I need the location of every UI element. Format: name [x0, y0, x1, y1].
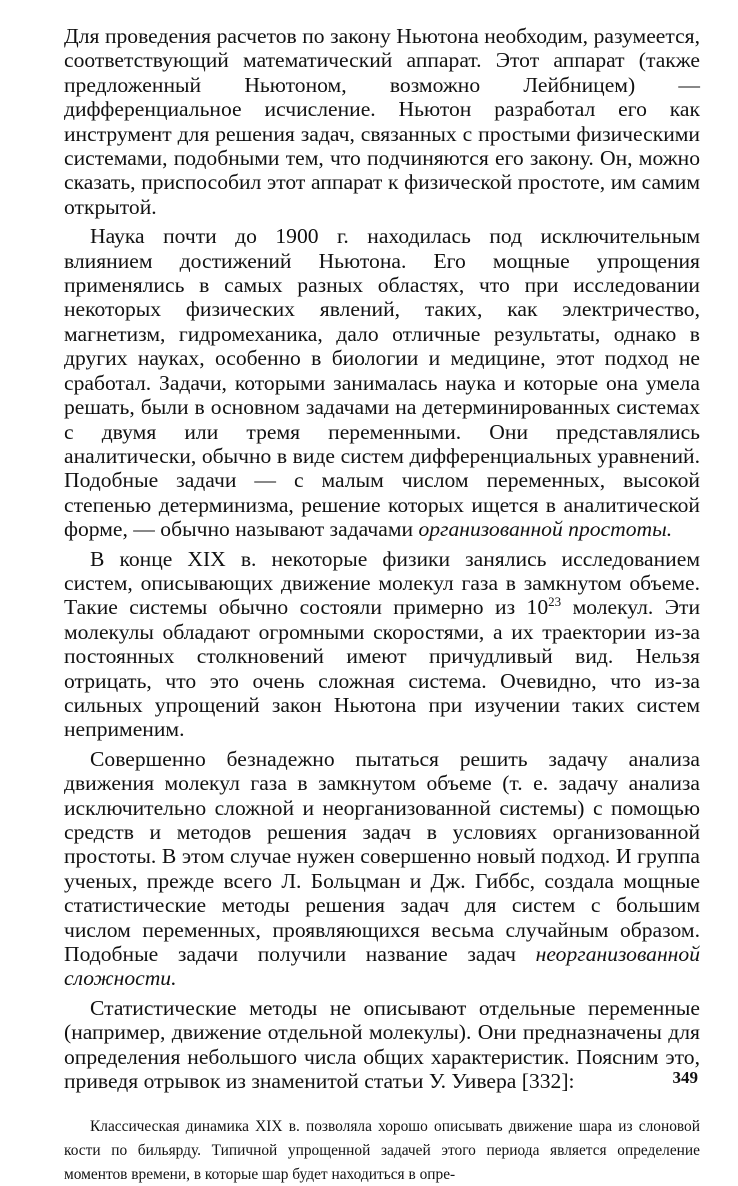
paragraph-text-continued: молекул. Эти молекулы обладают огромными скоростями, а их траектории из-за постоянных столкновений имеют причудливый вид. Нельзя отрицать, что это очень сложная система. Очевидно, что из-за сильных упрощений закон Ньютона при изучении таких систем неприменим. — [64, 595, 700, 742]
paragraph-text: Для проведения расчетов по закону Ньютона необходим, разумеется, соответствующий математический аппарат. Этот аппарат (также предложенный Ньютоном, возможно Лейбницем) — дифференциальное исчисление. Ньютон разработал его как инструмент для решения задач, связанных с простыми физическими системами, подобными тем, что подчиняются его закону. Он, можно сказать, приспособил этот аппарат к физической простоте, им самим открытой. — [64, 24, 700, 219]
quote-text: Классическая динамика XIX в. позволяла хорошо описывать движение шара из слоновой кости по бильярду. Типичной упрощенной задачей этого периода является определение моментов времени, в которые шар будет находиться в опре- — [64, 1118, 700, 1183]
paragraph-text: В конце XIX в. некоторые физики занялись исследованием систем, описывающих движение молекул газа в замкнутом объеме. Такие системы обычно состояли примерно из 10 — [64, 546, 700, 620]
quote-weaver — [64, 1115, 700, 1186]
paragraph-disorganized-complexity — [64, 747, 700, 991]
exponent: 23 — [548, 594, 562, 610]
paragraph-statistical-methods — [64, 996, 700, 1094]
paragraph-gas-molecules — [64, 547, 700, 742]
paragraph-newton-calculus — [64, 24, 700, 219]
paragraph-text: Совершенно безнадежно пытаться решить задачу анализа движения молекул газа в замкнутом объеме (т. е. задачу анализа исключительно сложной и неорганизованной системы) с помощью средств и методов решения задач в условиях организованной простоты. В этом случае нужен совершенно новый подход. И группа ученых, прежде всего Л. Больцман и Дж. Гиббс, создала мощные статистические методы решения задач для систем с большим числом переменных, проявляющихся весьма случайным образом. Подобные задачи получили название задач — [64, 746, 700, 967]
paragraph-text: Статистические методы не описывают отдельные переменные (например, движение отдельной молекулы). Они предназначены для определения небольшого числа общих характеристик. Поясним это, приведя отрывок из знаменитой статьи У. Уивера [332]: — [64, 995, 700, 1094]
paragraph-organized-simplicity — [64, 224, 700, 541]
page-number: 349 — [672, 1068, 698, 1087]
page-content — [64, 24, 700, 1186]
paragraph-text: Наука почти до 1900 г. находилась под исключительным влиянием достижений Ньютона. Его мощные упрощения применялись в самых разных областях, что при исследовании некоторых физических явлений, таких, как электричество, магнетизм, гидромеханика, дало отличные результаты, однако в других науках, особенно в биологии и медицине, этот подход не сработал. Задачи, которыми занималась наука и которые она умела решать, были в основном задачами на детерминированных системах с двумя или тремя переменными. Они представлялись аналитически, обычно в виде систем дифференциальных уравнений. Подобные задачи — с малым числом переменных, высокой степенью детерминизма, решение которых ищется в аналитической форме, — обычно называют задачами — [64, 224, 700, 542]
term-disorganized-complexity: неорганизованной сложности. — [64, 942, 700, 991]
term-organized-simplicity: организованной простоты. — [418, 517, 673, 542]
